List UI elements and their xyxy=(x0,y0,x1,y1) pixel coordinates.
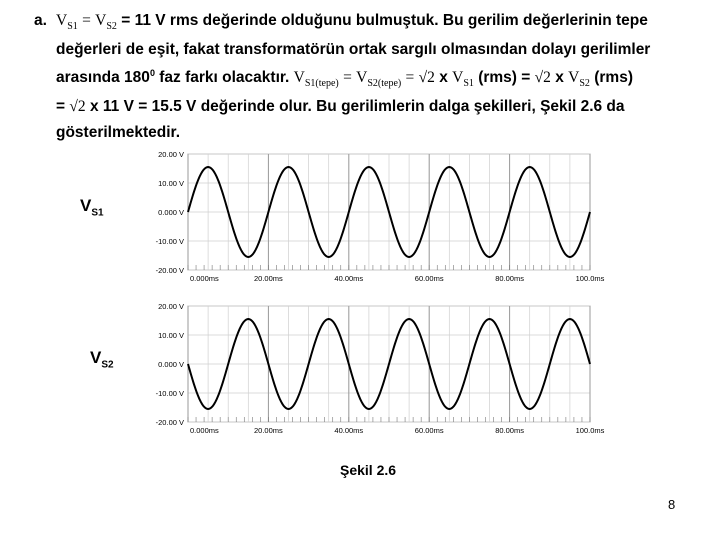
y-tick-label: -10.00 V xyxy=(155,389,184,398)
paragraph-line-5: gösterilmektedir. xyxy=(56,124,181,141)
equals-sign: = xyxy=(82,12,91,29)
y-tick-label: 0.000 V xyxy=(158,360,184,369)
vs1-label: $V_{S1}$ xyxy=(80,196,104,219)
x-tick-label: 100.0ms xyxy=(575,426,605,435)
vs1-waveform-chart xyxy=(140,146,610,292)
x-tick-label: 80.00ms xyxy=(495,426,524,435)
y-tick-label: 0.000 V xyxy=(158,208,184,217)
paragraph-line-1 xyxy=(56,12,648,32)
vs2-symbol: $V_{S2}$ xyxy=(95,12,117,33)
item-label: a. xyxy=(34,12,47,29)
x-tick-label: 20.00ms xyxy=(254,274,283,283)
y-tick-label: -10.00 V xyxy=(155,237,184,246)
y-tick-label: 20.00 V xyxy=(158,302,184,311)
x-tick-label: 80.00ms xyxy=(495,274,524,283)
figure-caption: Şekil 2.6 xyxy=(340,462,397,478)
y-tick-label: -20.00 V xyxy=(155,266,184,275)
page-number: 8 xyxy=(668,497,676,512)
x-tick-label: 40.00ms xyxy=(334,274,364,283)
vs2-label: $V_{S2}$ xyxy=(90,348,114,371)
paragraph-line-2: değerleri de eşit, fakat transformatörün ortak sargılı olmasından dolayı gerilimler xyxy=(56,41,651,58)
paragraph-line-3: arasında $180^0$ faz farkı olacaktır. $V_{S1(tepe)} = V_{S2(tepe)} = √2$ x $V_{S1}$ (rms) = √2 x $V_{S2}$ (rms) xyxy=(56,68,633,90)
y-tick-label: 10.00 V xyxy=(158,179,184,188)
line1-text: = 11 V rms değerinde olduğunu bulmuştuk. Bu gerilim değerlerinin tepe xyxy=(121,12,648,29)
x-tick-label: 60.00ms xyxy=(414,274,444,283)
x-tick-label: 20.00ms xyxy=(254,426,283,435)
x-tick-label: 40.00ms xyxy=(334,426,364,435)
paragraph-line-4: = √2 x 11 V = 15.5 V değerinde olur. Bu gerilimlerin dalga şekilleri, Şekil 2.6 da xyxy=(56,98,625,115)
y-tick-label: -20.00 V xyxy=(155,418,184,427)
x-tick-label: 0.000ms xyxy=(190,274,219,283)
y-tick-label: 10.00 V xyxy=(158,331,184,340)
x-tick-label: 60.00ms xyxy=(414,426,444,435)
vs2-waveform-chart xyxy=(140,298,610,444)
vs1-symbol: $V_{S1}$ xyxy=(56,12,78,33)
y-tick-label: 20.00 V xyxy=(158,150,184,159)
x-tick-label: 100.0ms xyxy=(575,274,605,283)
x-tick-label: 0.000ms xyxy=(190,426,219,435)
